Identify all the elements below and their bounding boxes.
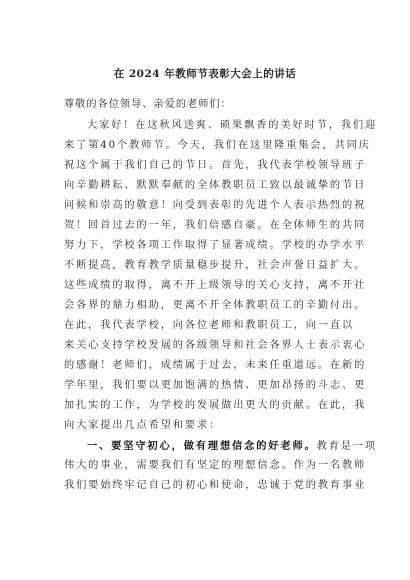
section-heading-line bbox=[87, 440, 378, 453]
paragraph-line: 会各界的鼎力相助，更离不开全体教职员工的辛勤付出。 bbox=[64, 300, 367, 311]
paragraph-line: 来关心支持学校发展的各级领导和社会各界人士表示衷心 bbox=[64, 340, 367, 351]
paragraph-line: 我们要始终牢记自己的初心和使命，忠诚于党的教育事业 bbox=[64, 480, 367, 491]
paragraph-line: 向辛勤耕耘、默默奉献的全体教职员工致以最诚挚的节日 bbox=[64, 180, 367, 191]
paragraph-line: 祝这个属于我们自己的节日。首先，我代表学校领导班子 bbox=[64, 160, 367, 171]
paragraph-line: 的感谢！老师们，成绩属于过去，未来任重道远。在新的 bbox=[64, 360, 367, 371]
section-heading: 一、要坚守初心，做有理想信念的好老师。 bbox=[87, 440, 317, 452]
salutation: 尊敬的各位领导、亲爱的老师们： bbox=[64, 99, 232, 110]
paragraph-line: 这些成绩的取得，离不开上级领导的关心支持，离不开社 bbox=[64, 280, 367, 291]
paragraph-line: 努力下，学校各项工作取得了显著成绩。学校的办学水平 bbox=[64, 240, 367, 251]
section-heading-tail: 教育是一项 bbox=[316, 441, 378, 452]
paragraph-line: 来了第40个教师节。今天，我们在这里隆重集会，共同庆 bbox=[64, 140, 371, 151]
paragraph-line: 贺！回首过去的一年，我们倍感自豪。在全体师生的共同 bbox=[64, 220, 367, 231]
paragraph-line: 加扎实的工作，为学校的发展做出更大的贡献。在此，我 bbox=[64, 400, 367, 411]
paragraph-line: 在此，我代表学校，向各位老师和教职员工，向一直以 bbox=[64, 320, 355, 331]
paragraph-line: 伟大的事业，需要我们有坚定的理想信念。作为一名教师 bbox=[64, 460, 367, 471]
document-title: 在 2024 年教师节表彰大会上的讲话 bbox=[113, 68, 297, 80]
paragraph-line: 向大家提出几点希望和要求： bbox=[64, 420, 222, 431]
paragraph-line: 学年里，我们要以更加饱满的热情、更加昂扬的斗志、更 bbox=[64, 380, 367, 391]
paragraph-line: 问候和崇高的敬意！向受到表彰的先进个人表示热烈的祝 bbox=[64, 200, 367, 211]
paragraph-line: 不断提高，教育教学质量稳步提升，社会声誉日益扩大。 bbox=[64, 260, 367, 271]
paragraph-line: 大家好！在这秋风送爽、硕果飘香的美好时节，我们迎 bbox=[87, 120, 378, 131]
